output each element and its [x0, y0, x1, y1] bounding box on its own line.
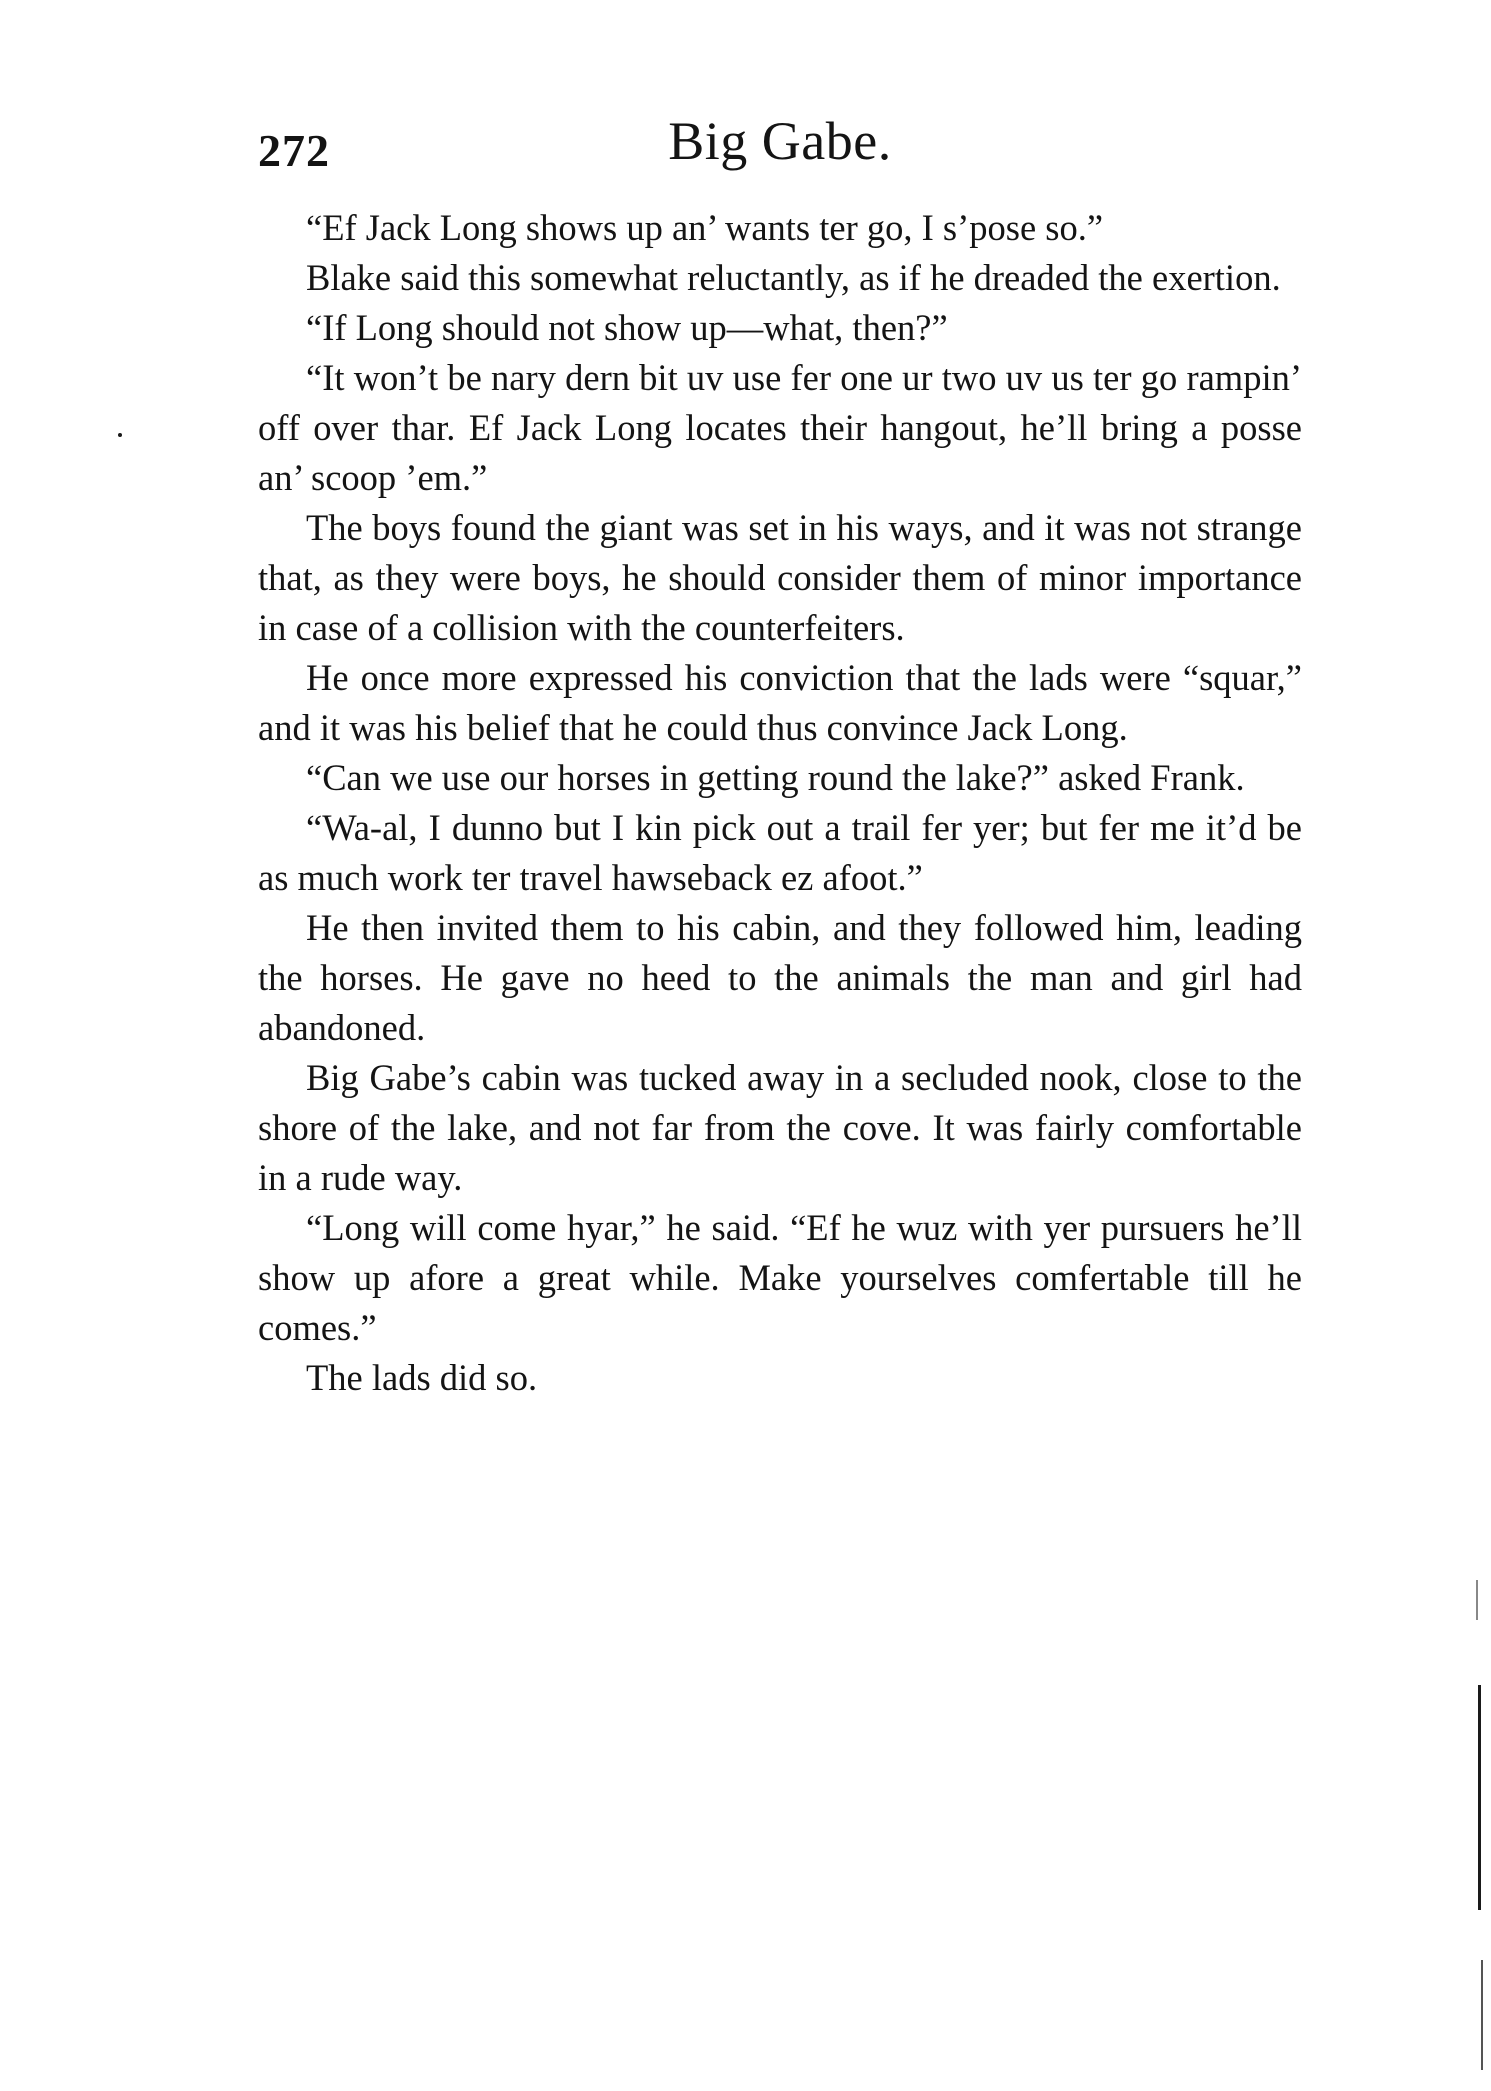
paragraph: “Ef Jack Long shows up an’ wants ter go, I s’pose so.”: [306, 207, 1104, 248]
paragraph: “It won’t be nary dern bit uv use fer one ur two uv us ter go rampin’ off over thar. Ef Jack Long locates their hangout, he’ll bring a posse an’ scoop ’em.”: [258, 357, 1302, 498]
running-title: Big Gabe.: [668, 111, 892, 171]
page-number: 272: [258, 125, 330, 176]
paragraph: Big Gabe’s cabin was tucked away in a secluded nook, close to the shore of the lake, and not far from the cove. It was fairly comfortable in a rude way.: [258, 1057, 1302, 1198]
scan-edge-line: [1478, 1685, 1481, 1910]
scan-edge-line: [1476, 1580, 1478, 1620]
paragraph: He then invited them to his cabin, and they followed him, leading the horses. He gave no heed to the animals the man and girl had abandoned.: [258, 907, 1302, 1048]
paragraph: “Wa-al, I dunno but I kin pick out a trail fer yer; but fer me it’d be as much work ter travel hawseback ez afoot.”: [258, 807, 1302, 898]
page-body: [258, 203, 1302, 1403]
paragraph: “If Long should not show up—what, then?”: [306, 307, 948, 348]
paragraph: “Can we use our horses in getting round the lake?” asked Frank.: [306, 757, 1245, 798]
scan-speck: [118, 433, 122, 437]
page-header: [258, 110, 1302, 180]
paragraph: The boys found the giant was set in his ways, and it was not strange that, as they were boys, he should consider them of minor importance in case of a collision with the counterfeiters.: [258, 507, 1302, 648]
scan-edge-line: [1481, 1960, 1483, 2070]
paragraph: Blake said this somewhat reluctantly, as if he dreaded the exertion.: [306, 257, 1281, 298]
paragraph: The lads did so.: [306, 1357, 538, 1398]
paragraph: “Long will come hyar,” he said. “Ef he wuz with yer pursuers he’ll show up afore a great while. Make yourselves comfertable till he comes.”: [258, 1207, 1302, 1348]
paragraph: He once more expressed his conviction that the lads were “squar,” and it was his belief that he could thus convince Jack Long.: [258, 657, 1302, 748]
